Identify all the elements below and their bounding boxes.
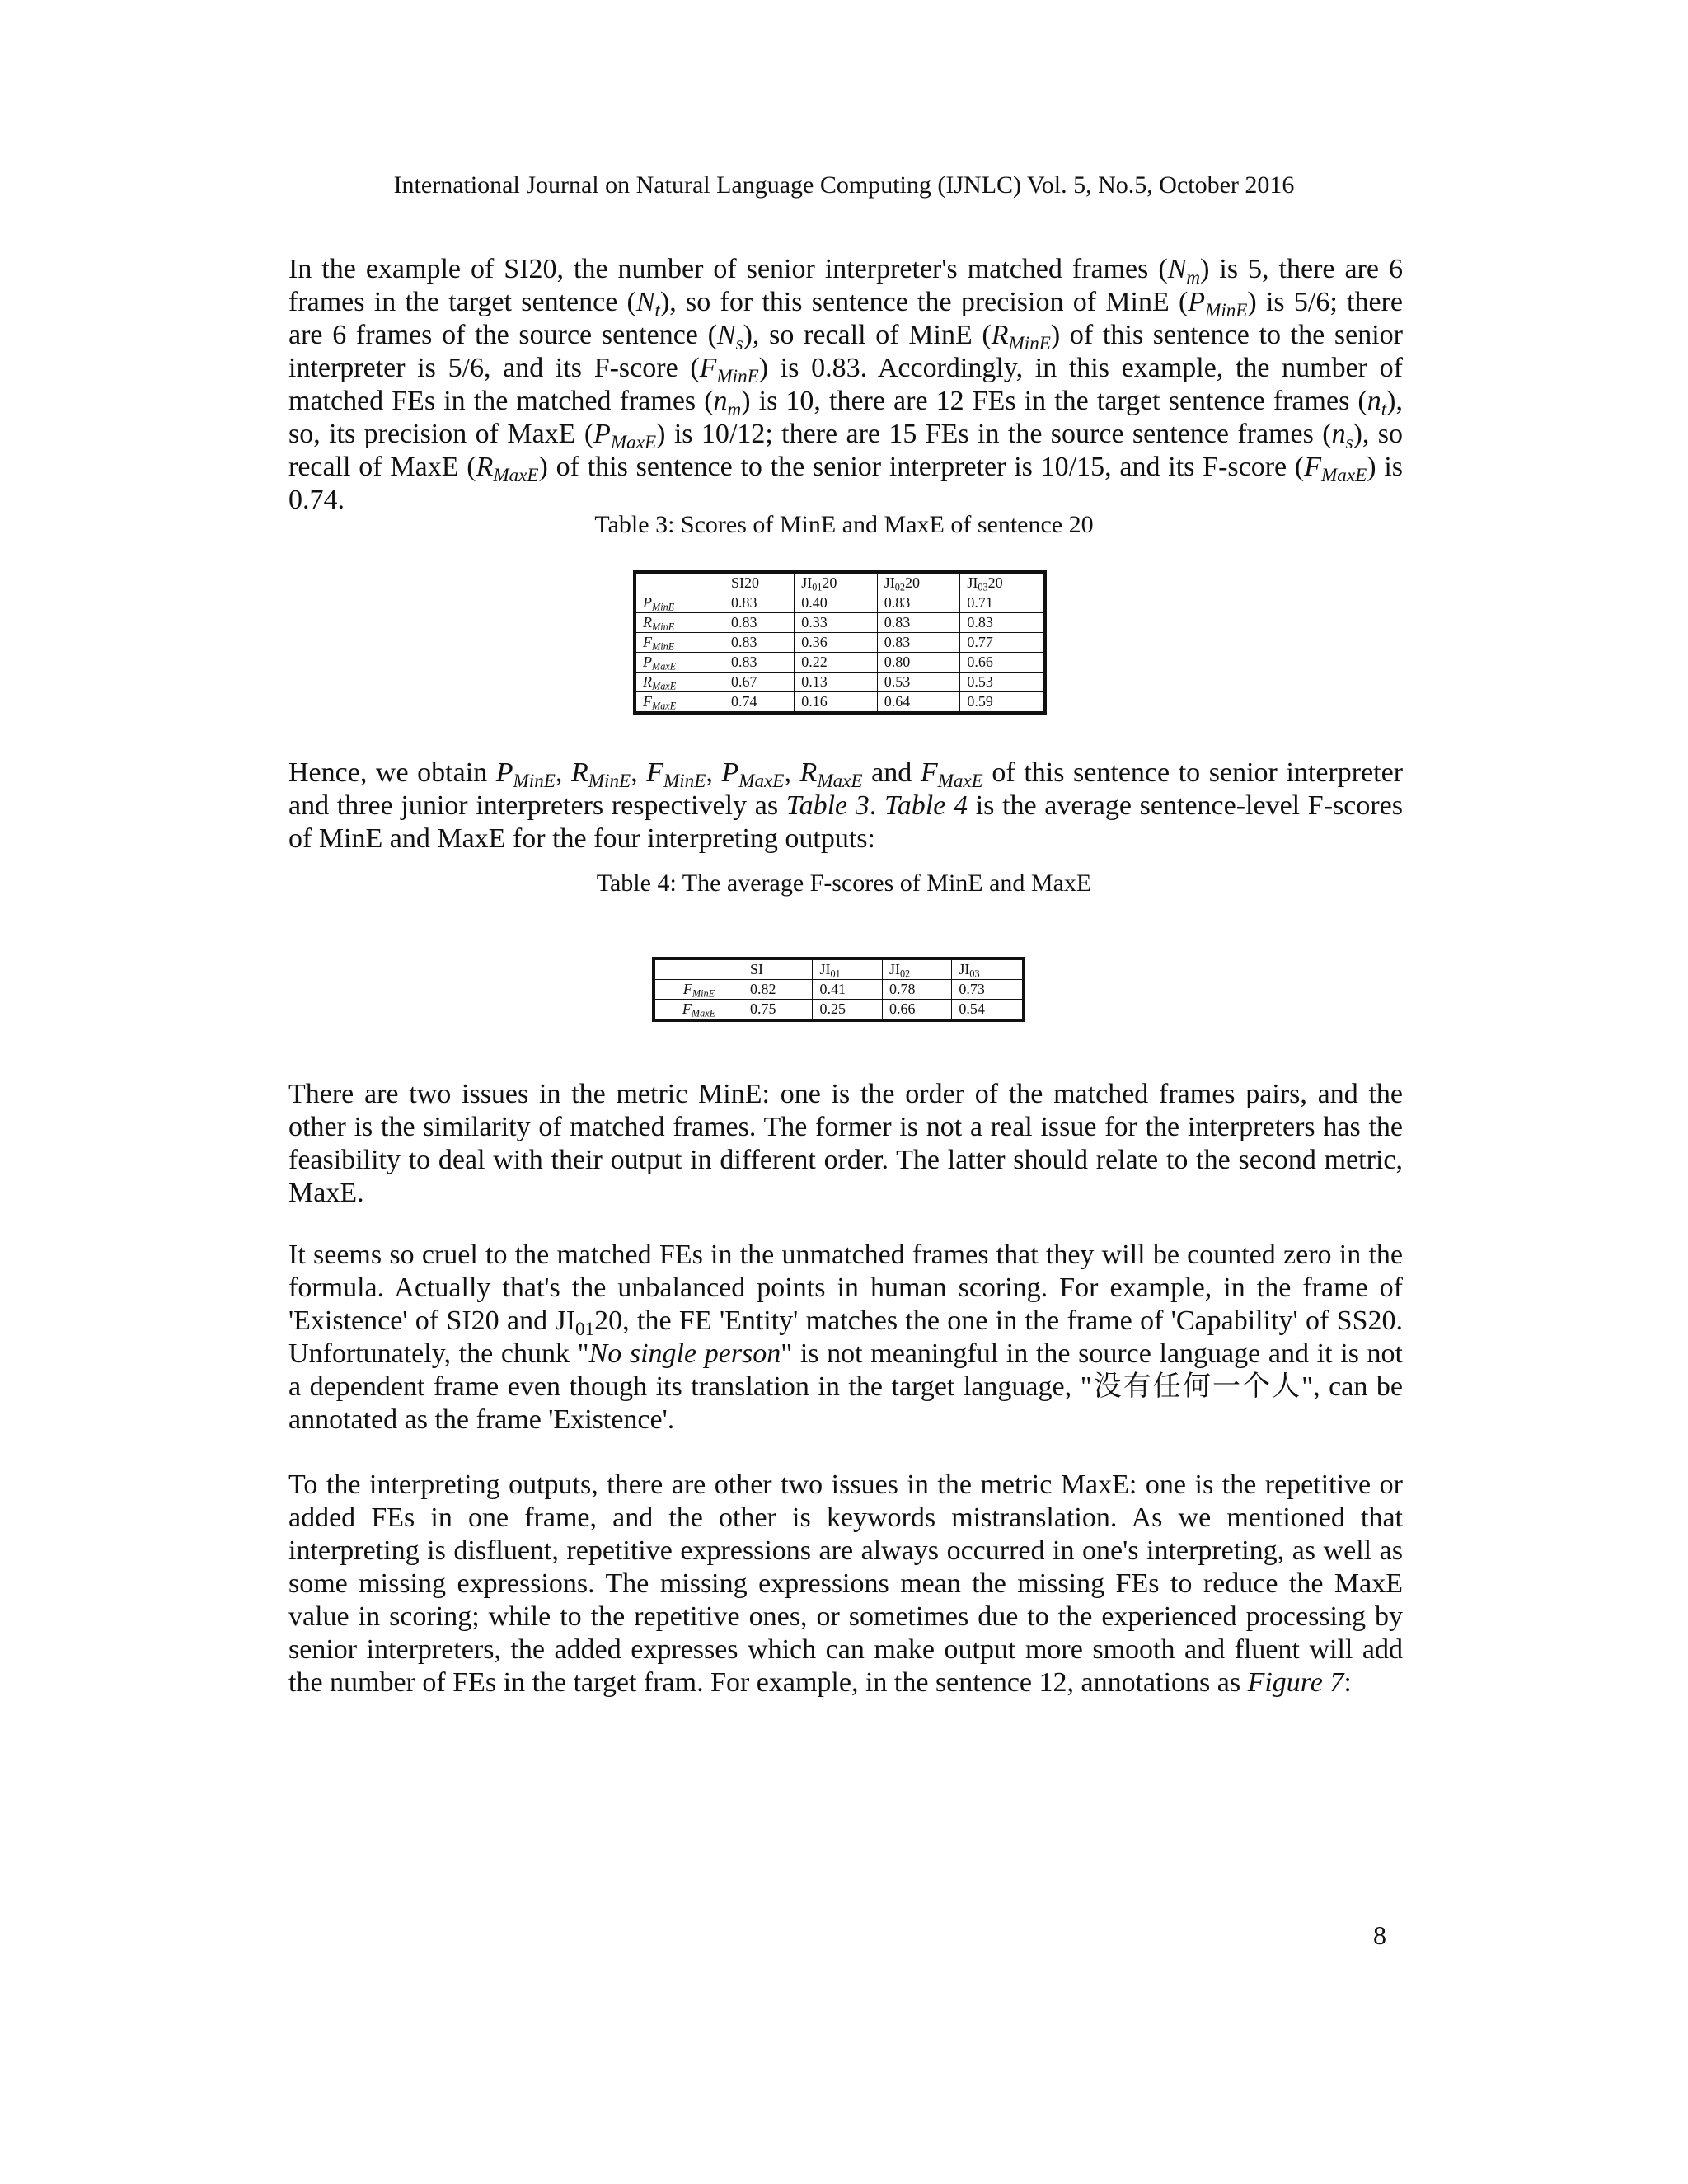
table-cell: 0.53: [877, 673, 960, 692]
table-row: [635, 613, 1045, 633]
table-row: [654, 1000, 1024, 1021]
column-header: $JI_{02}20$: [877, 572, 960, 593]
table4-caption: Table 4: The average F-scores of MinE and MaxE: [596, 869, 1092, 897]
column-header: SI20: [724, 572, 795, 593]
table-cell: 0.13: [795, 673, 878, 692]
column-header: $JI_{03}20$: [960, 572, 1045, 593]
table-cell: 0.66: [882, 1000, 951, 1021]
row-label: $F_{MaxE}$: [635, 692, 724, 714]
table-cell: 0.83: [724, 593, 795, 613]
table-cell: 0.83: [877, 593, 960, 613]
table-row: [635, 593, 1045, 613]
table-header-row: [635, 572, 1045, 593]
table-corner-cell: [635, 572, 724, 593]
table-cell: 0.83: [724, 613, 795, 633]
paragraph-hence: Hence, we obtain $P_{MinE}$, $R_{MinE}$, $F_{MinE}$, $P_{MaxE}$, $R_{MaxE}$ and $F_{MaxE}$ of this sentence to senior interpreter and three junior interpreters respectively as Table 3. Table 4 is the average sentence-level F-scores of MinE and MaxE for the four interpreting outputs:: [288, 757, 1404, 854]
table-cell: 0.25: [813, 1000, 882, 1021]
journal-header: International Journal on Natural Language Computing (IJNLC) Vol. 5, No.5, October 2016: [393, 171, 1295, 199]
table-header-row: [654, 958, 1024, 980]
table-row: [635, 692, 1045, 714]
table-cell: 0.78: [882, 980, 951, 1000]
table-row: [635, 673, 1045, 692]
table-cell: 0.54: [952, 1000, 1024, 1021]
column-header: $JI_{01}$: [813, 958, 882, 980]
column-header: SI: [743, 958, 813, 980]
table-corner-cell: [654, 958, 743, 980]
table4: [652, 957, 1025, 1022]
table-cell: 0.83: [724, 653, 795, 673]
table-cell: 0.67: [724, 673, 795, 692]
table-row: [635, 653, 1045, 673]
column-header: $JI_{02}$: [882, 958, 951, 980]
table-row: [635, 633, 1045, 653]
table-cell: 0.83: [724, 633, 795, 653]
table3-reference: Table 3: [785, 790, 870, 821]
table-cell: 0.74: [724, 692, 795, 714]
table-cell: 0.59: [960, 692, 1045, 714]
table3: [633, 570, 1047, 715]
column-header: $JI_{03}$: [952, 958, 1024, 980]
paragraph-example-si20: In the example of SI20, the number of senior interpreter's matched frames $(N_m)$ is 5, there are 6 frames in the target sentence $(N_t)$, so for this sentence the precision of MinE $(P_{MinE})$ is 5/6; there are 6 frames of the source sentence $(N_s)$, so recall of MinE $(R_{MinE})$ of this sentence to the senior interpreter is 5/6, and its F-score $(F_{MinE})$ is 0.83. Accordingly, in this example, the number of matched FEs in the matched frames $(n_m)$ is 10, there are 12 FEs in the target sentence frames $(n_t)$, so, its precision of MaxE $(P_{MaxE})$ is 10/12; there are 15 FEs in the source sentence frames $(n_s)$, so recall of MaxE $(R_{MaxE})$ of this sentence to the senior interpreter is 10/15, and its F-score $(F_{MaxE})$ is 0.74.: [288, 254, 1404, 515]
row-label: $P_{MaxE}$: [635, 653, 724, 673]
table-cell: 0.53: [960, 673, 1045, 692]
table-cell: 0.41: [813, 980, 882, 1000]
table-cell: 0.82: [743, 980, 813, 1000]
row-label: $R_{MinE}$: [635, 613, 724, 633]
table-cell: 0.22: [795, 653, 878, 673]
table3-caption: Table 3: Scores of MinE and MaxE of sentence 20: [594, 511, 1094, 538]
table-cell: 0.71: [960, 593, 1045, 613]
table4-reference: Table 4: [884, 790, 968, 821]
paragraph-two-issues-mine: There are two issues in the metric MinE: one is the order of the matched frames pairs, and the other is the similarity of matched frames. The former is not a real issue for the interpreters has the feasibility to deal with their output in different order. The latter should relate to the second metric, MaxE.: [288, 1079, 1403, 1208]
table-cell: 0.36: [795, 633, 878, 653]
row-label: $F_{MinE}$: [635, 633, 724, 653]
table-cell: 0.73: [952, 980, 1024, 1000]
paragraph-matched-fes: It seems so cruel to the matched FEs in the unmatched frames that they will be counted zero in the formula. Actually that's the unbalanced points in human scoring. For example, in the frame of 'Existence' of SI20 and $JI_{01}20$, the FE 'Entity' matches the one in the frame of 'Capability' of SS20. Unfortunately, the chunk "No single person" is not meaningful in the source language and it is not a dependent frame even though its translation in the target language, "没有任何一个人", can be annotated as the frame 'Existence'.: [288, 1240, 1403, 1435]
row-label: $R_{MaxE}$: [635, 673, 724, 692]
paragraph-two-issues-maxe: To the interpreting outputs, there are other two issues in the metric MaxE: one is the repetitive or added FEs in one frame, and the other is keywords mistranslation. As we mentioned that interpreting is disfluent, repetitive expressions are always occurred in one's interpreting, as well as some missing expressions. The missing expressions mean the missing FEs to reduce the MaxE value in scoring; while to the repetitive ones, or sometimes due to the experienced processing by senior interpreters, the added expresses which can make output more smooth and fluent will add the number of FEs in the target fram. For example, in the sentence 12, annotations as Figure 7:: [288, 1469, 1403, 1698]
row-label: $F_{MaxE}$: [654, 1000, 743, 1021]
table-cell: 0.83: [877, 633, 960, 653]
table-cell: 0.16: [795, 692, 878, 714]
row-label: $P_{MinE}$: [635, 593, 724, 613]
table-cell: 0.64: [877, 692, 960, 714]
table-cell: 0.40: [795, 593, 878, 613]
table-cell: 0.80: [877, 653, 960, 673]
table-cell: 0.77: [960, 633, 1045, 653]
column-header: $JI_{01}20$: [795, 572, 878, 593]
table-cell: 0.75: [743, 1000, 813, 1021]
table-cell: 0.33: [795, 613, 878, 633]
table-cell: 0.66: [960, 653, 1045, 673]
table-row: [654, 980, 1024, 1000]
page-number: 8: [1373, 1920, 1386, 1950]
row-label: $F_{MinE}$: [654, 980, 743, 1000]
figure7-reference: Figure 7: [1247, 1667, 1344, 1698]
table-cell: 0.83: [877, 613, 960, 633]
table-cell: 0.83: [960, 613, 1045, 633]
